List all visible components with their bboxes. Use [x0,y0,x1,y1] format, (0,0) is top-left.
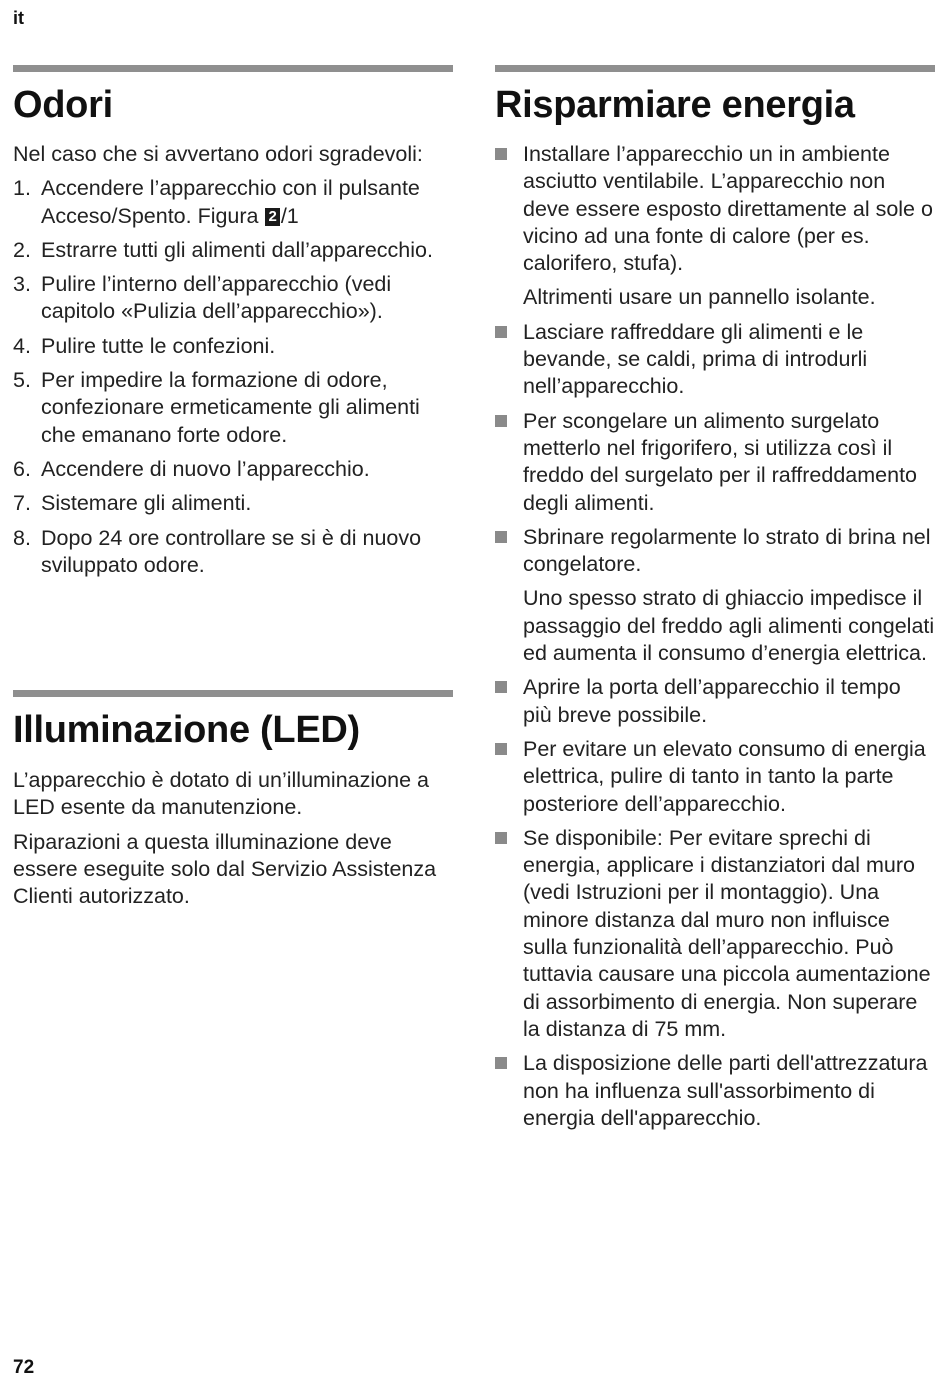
step-text: Accendere di nuovo l’apparecchio. [41,456,370,481]
list-item [13,271,453,326]
bullet-square-icon [495,681,507,693]
page-number: 72 [13,1357,35,1378]
step-number: 7. [13,491,31,516]
step-text: Pulire tutte le confezioni. [41,333,276,358]
bullet-text: Lasciare raffreddare gli alimenti e le bevande, se caldi, prima di introdurli nell’apparecchio. [523,319,868,399]
odori-intro: Nel caso che si avvertano odori sgradevoli: [13,142,423,166]
list-item [13,175,453,230]
step-text: Accendere l’apparecchio con il pulsante Acceso/Spento. Figura [41,176,420,228]
odori-body [13,141,453,586]
risparmio-body [495,141,935,1139]
section-rule [13,65,453,72]
step-number: 3. [13,272,31,297]
step-number: 6. [13,456,31,481]
list-item [13,490,453,517]
bullet-square-icon [495,326,507,338]
led-body [13,767,453,917]
list-item [13,525,453,580]
list-item [495,524,935,667]
bullet-text: Per scongelare un alimento surgelato metterlo nel frigorifero, si utilizza così il freddo del surgelato per il raffreddamento degli alimenti. [523,408,918,515]
section-rule [495,65,935,72]
step-number: 1. [13,176,31,201]
step-text: Pulire l’interno dell’apparecchio (vedi capitolo «Pulizia dell’apparecchio»). [41,272,392,324]
list-item [495,736,935,818]
bullet-text: Per evitare un elevato consumo di energia elettrica, pulire di tanto in tanto la parte posteriore dell’apparecchio. [523,736,926,816]
list-item [495,1050,935,1132]
bullet-square-icon [495,531,507,543]
step-text: Per impedire la formazione di odore, confezionare ermeticamente gli alimenti che emanano forte odore. [41,368,420,447]
bullet-square-icon [495,1057,507,1069]
list-item [495,674,935,729]
section-title-led: Illuminazione (LED) [13,709,360,751]
list-item [13,367,453,449]
bullet-text: Sbrinare regolarmente lo strato di brina nel congelatore. [523,524,931,577]
bullet-text: Aprire la porta dell’apparecchio il tempo più breve possibile. [523,675,901,727]
list-item [495,408,935,517]
bullet-square-icon [495,148,507,160]
bullet-subtext: Altrimenti usare un pannello isolante. [523,285,876,310]
step-number: 2. [13,237,31,262]
section-title-risparmio: Risparmiare energia [495,84,855,126]
bullet-text: Se disponibile: Per evitare sprechi di energia, applicare i distanziatori dal muro (vedi Istruzioni per il montaggio). Una minore distanza dal muro non influisce sulla funzionalità dell’apparecchio. Può tuttavia causare una piccola aumentazione di assorbimento di energia. Non superare la distanza di 75 mm. [523,825,931,1041]
list-item [13,237,453,264]
led-paragraph-2: Riparazioni a questa illuminazione deve essere eseguite solo dal Servizio Assistenza Clienti autorizzato. [13,829,437,909]
step-text-suffix: /1 [280,203,299,228]
step-text: Dopo 24 ore controllare se si è di nuovo sviluppato odore. [41,525,422,577]
step-number: 5. [13,368,31,393]
odori-steps [13,175,453,579]
figure-badge: 2 [265,208,279,226]
step-text: Estrarre tutti gli alimenti dall’apparecchio. [41,237,433,262]
bullet-text: La disposizione delle parti dell'attrezzatura non ha influenza sull'assorbimento di energia dell'apparecchio. [523,1051,928,1130]
step-number: 8. [13,525,31,550]
list-item [495,319,935,401]
bullet-square-icon [495,415,507,427]
step-number: 4. [13,333,31,358]
section-title-odori: Odori [13,84,113,126]
bullet-square-icon [495,832,507,844]
list-item [13,333,453,360]
bullet-subtext: Uno spesso strato di ghiaccio impedisce il passaggio del freddo agli alimenti congelati ed aumenta il consumo d’energia elettrica. [523,586,935,666]
language-label: it [13,8,24,28]
bullet-square-icon [495,743,507,755]
list-item [495,825,935,1043]
bullet-text: Installare l’apparecchio un in ambiente asciutto ventilabile. L’apparecchio non deve essere esposto direttamente al sole o vicino ad una fonte di calore (per es. calorifero, stufa). [523,142,933,276]
list-item [495,141,935,312]
step-text: Sistemare gli alimenti. [41,491,252,516]
led-paragraph-1: L’apparecchio è dotato di un’illuminazione a LED esente da manutenzione. [13,768,429,820]
section-rule [13,690,453,697]
list-item [13,456,453,483]
risparmio-list [495,141,935,1132]
